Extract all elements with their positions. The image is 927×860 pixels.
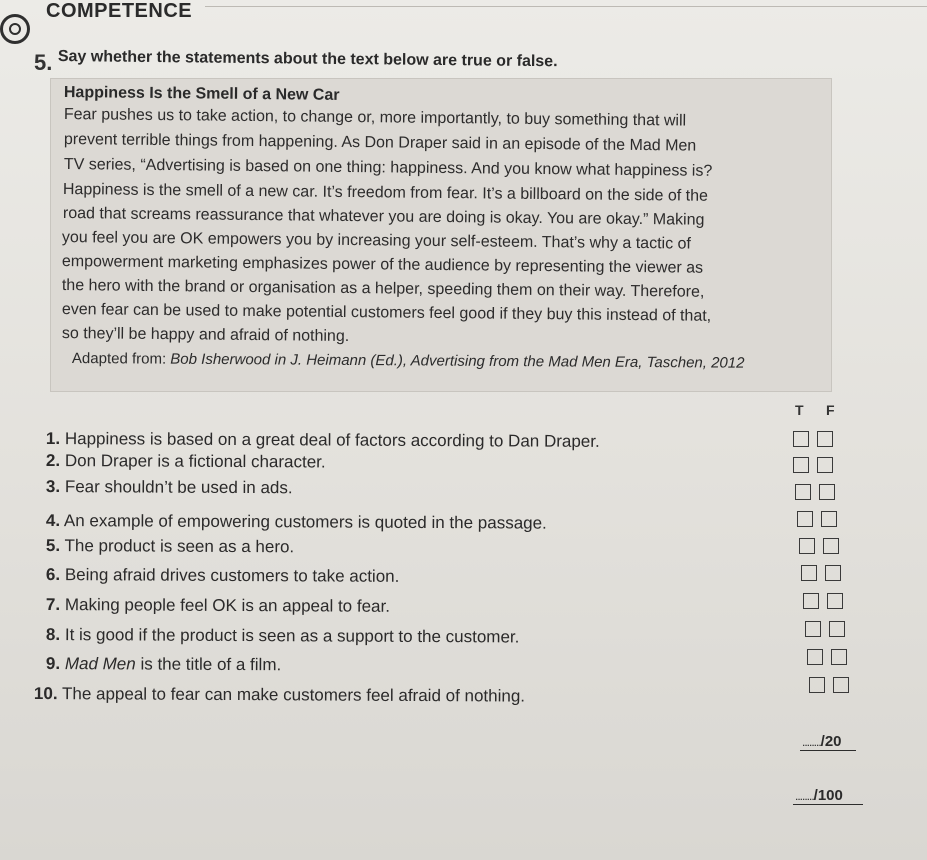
true-checkbox[interactable] — [793, 431, 809, 447]
passage-line: even fear can be used to make potential customers feel good if they buy this instead of that, — [61, 301, 712, 325]
overall-score-blank[interactable]: ........ — [795, 789, 814, 803]
statement-text: is the title of a film. — [135, 654, 282, 675]
overall-score-total: /100 — [813, 787, 843, 804]
true-checkbox[interactable] — [809, 677, 825, 693]
true-column-header: T — [795, 402, 804, 418]
statement-text: Don Draper is a fictional character. — [64, 451, 326, 472]
statement-item — [46, 536, 294, 557]
statement-title-italic: Mad Men — [64, 654, 136, 674]
statement-number: 7. — [45, 595, 61, 615]
true-checkbox[interactable] — [795, 484, 811, 500]
passage-line: Happiness is the smell of a new car. It’s freedom from fear. It’s a billboard on the side of the — [62, 181, 709, 205]
statement-text: It is good if the product is seen as a support to the customer. — [64, 625, 520, 647]
statement-number: 6. — [45, 565, 61, 585]
statement-number: 4. — [45, 511, 61, 531]
source-citation: Bob Isherwood in J. Heimann (Ed.), Advertising from the Mad Men Era, Taschen, 2012 — [170, 350, 745, 372]
statement-item — [46, 625, 520, 647]
false-checkbox[interactable] — [833, 677, 849, 693]
false-checkbox[interactable] — [819, 484, 835, 500]
false-checkbox[interactable] — [827, 593, 843, 609]
statement-number: 3. — [45, 477, 61, 497]
overall-score-rule — [793, 804, 863, 805]
header-rule — [205, 6, 927, 7]
passage-line: TV series, “Advertising is based on one thing: happiness. And you know what happiness is? — [63, 156, 713, 180]
true-checkbox[interactable] — [799, 538, 815, 554]
true-checkbox[interactable] — [797, 511, 813, 527]
exercise-instruction: Say whether the statements about the text below are true or false. — [57, 48, 558, 71]
statement-text: Making people feel OK is an appeal to fear. — [64, 595, 391, 616]
section-label: COMPETENCE — [46, 0, 193, 22]
false-checkbox[interactable] — [825, 565, 841, 581]
exercise-number: 5. — [34, 50, 53, 75]
passage-line: so they’ll be happy and afraid of nothing. — [61, 325, 350, 346]
passage-line: empowerment marketing emphasizes power of the audience by representing the viewer as — [61, 253, 704, 277]
true-checkbox[interactable] — [803, 593, 819, 609]
false-checkbox[interactable] — [817, 457, 833, 473]
exercise-score-blank[interactable]: ........ — [802, 735, 821, 749]
statement-text: The product is seen as a hero. — [64, 536, 295, 557]
statement-number: 1. — [45, 429, 61, 449]
exercise-score-rule — [800, 750, 856, 751]
statement-item — [46, 451, 326, 472]
false-checkbox[interactable] — [821, 511, 837, 527]
false-checkbox[interactable] — [817, 431, 833, 447]
statement-text: Fear shouldn’t be used in ads. — [64, 477, 293, 498]
statement-item — [46, 429, 600, 452]
false-checkbox[interactable] — [823, 538, 839, 554]
exercise-score — [802, 733, 842, 751]
false-checkbox[interactable] — [829, 621, 845, 637]
statement-number: 2. — [45, 451, 61, 471]
passage-line: prevent terrible things from happening. As Don Draper said in an episode of the Mad Men — [63, 131, 697, 155]
statement-number: 5. — [45, 536, 61, 556]
statement-text: Happiness is based on a great deal of factors according to Dan Draper. — [64, 429, 600, 451]
statement-number: 10. — [33, 684, 58, 704]
passage-line: Fear pushes us to take action, to change or, more importantly, to buy something that will — [63, 106, 687, 130]
statement-item — [34, 684, 525, 707]
passage-line: you feel you are OK empowers you by increasing your self-esteem. That’s why a tactic of — [61, 229, 692, 253]
statement-number: 8. — [45, 625, 61, 645]
statement-item — [46, 511, 547, 534]
overall-score — [795, 787, 843, 805]
competence-badge-icon — [0, 14, 30, 44]
statement-text: An example of empowering customers is quoted in the passage. — [63, 511, 547, 533]
exercise-score-total: /20 — [820, 733, 842, 750]
statement-number: 9. — [45, 654, 61, 674]
statement-text: Being afraid drives customers to take action. — [64, 565, 400, 586]
true-checkbox[interactable] — [801, 565, 817, 581]
statement-item — [46, 654, 281, 675]
source-prefix: Adapted from: — [71, 350, 171, 368]
false-checkbox[interactable] — [831, 649, 847, 665]
false-column-header: F — [826, 402, 835, 418]
true-checkbox[interactable] — [793, 457, 809, 473]
statement-text: The appeal to fear can make customers feel afraid of nothing. — [61, 684, 526, 706]
statement-item — [46, 477, 293, 498]
passage-title: Happiness Is the Smell of a New Car — [63, 84, 340, 104]
true-checkbox[interactable] — [807, 649, 823, 665]
statement-item — [46, 595, 390, 617]
statement-item — [46, 565, 400, 587]
passage-line: road that screams reassurance that whatever you are doing is okay. You are okay.” Making — [62, 205, 705, 229]
passage-line: the hero with the brand or organisation as a helper, speeding them on their way. Therefore, — [61, 277, 705, 301]
true-checkbox[interactable] — [805, 621, 821, 637]
